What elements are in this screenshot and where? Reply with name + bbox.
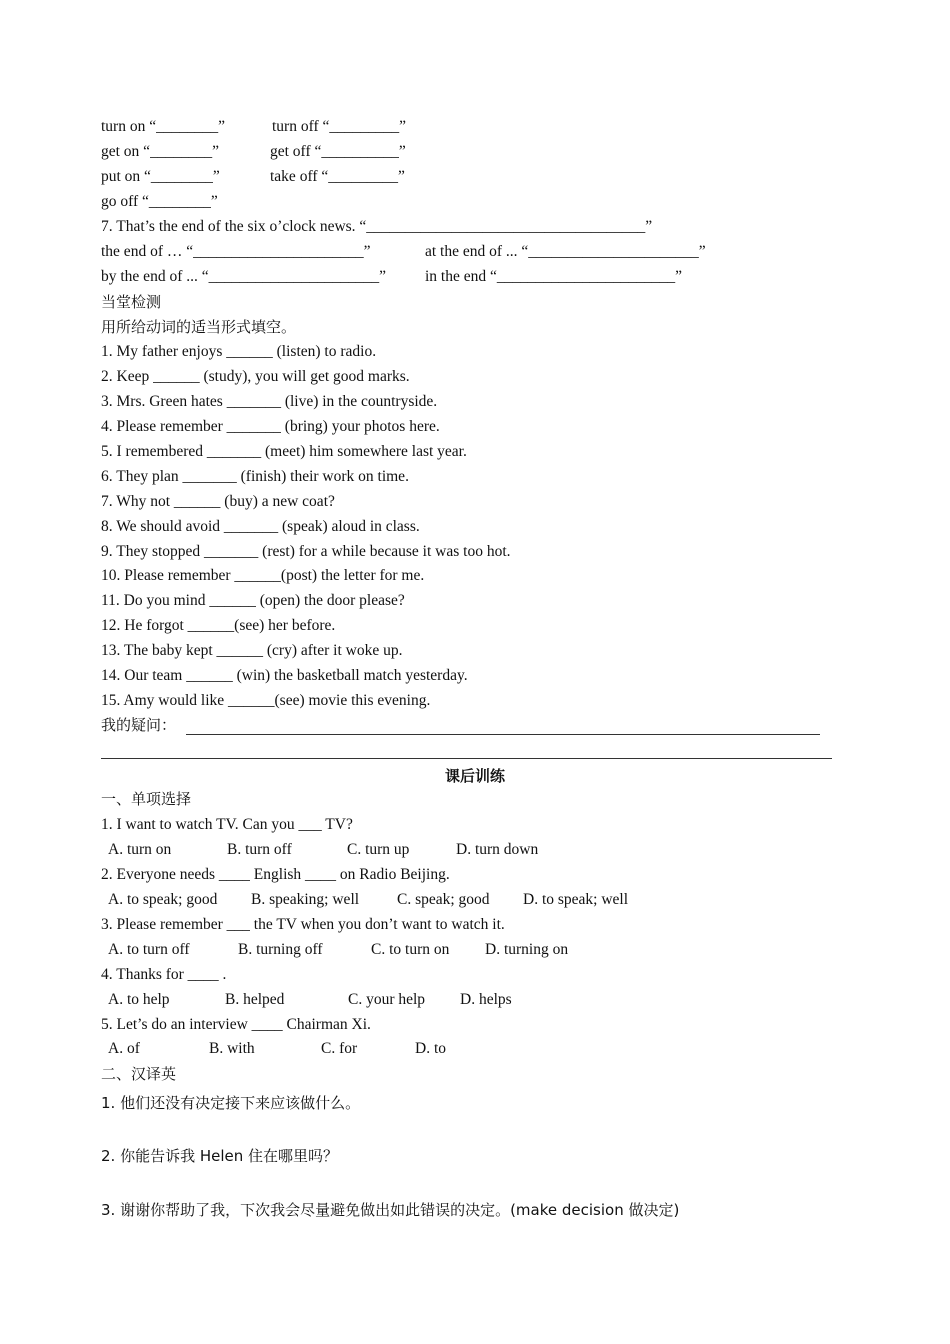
phrase: take off “_________” — [270, 168, 405, 185]
mc-options — [108, 840, 539, 860]
exercise-item: 1. My father enjoys ______ (listen) to radio. — [101, 343, 377, 360]
mc-options — [108, 940, 569, 960]
translation-item: 3. 谢谢你帮助了我，下次我会尽量避免做出如此错误的决定。(make decision 做决定) — [101, 1201, 680, 1219]
exercise-item: 7. Why not ______ (buy) a new coat? — [101, 493, 335, 510]
option: D. turn down — [456, 841, 539, 858]
answer-line — [186, 734, 820, 735]
phrase: turn off “_________” — [272, 118, 407, 135]
exercise-item: 14. Our team ______ (win) the basketball match yesterday. — [101, 667, 468, 684]
mc-question: 1. I want to watch TV. Can you ___ TV? — [101, 816, 353, 833]
exercise-item: 5. I remembered _______ (meet) him somewhere last year. — [101, 443, 467, 460]
instruction: 用所给动词的适当形式填空。 — [101, 318, 297, 336]
phrase-row — [101, 117, 407, 137]
option: A. to help — [108, 991, 170, 1008]
phrase: get off “__________” — [270, 143, 406, 160]
phrase-row — [101, 242, 706, 262]
option: A. of — [108, 1040, 140, 1057]
phrase-row — [101, 267, 683, 287]
option: B. helped — [225, 991, 285, 1008]
sentence-7: 7. That’s the end of the six o’clock news. “____________________________________” — [101, 218, 653, 235]
exercise-item: 10. Please remember ______(post) the letter for me. — [101, 567, 425, 584]
phrase: get on “________” — [101, 143, 219, 160]
option: B. turning off — [238, 941, 323, 958]
exercise-item: 6. They plan _______ (finish) their work on time. — [101, 468, 409, 485]
answer-line — [101, 758, 832, 759]
part-heading: 一、单项选择 — [101, 790, 192, 808]
option: C. for — [321, 1040, 358, 1057]
section-title: 当堂检测 — [101, 293, 162, 311]
phrase-row — [101, 192, 218, 212]
part-heading: 二、汉译英 — [101, 1065, 177, 1083]
phrase: by the end of ... “______________________” — [101, 268, 386, 285]
option: A. turn on — [108, 841, 172, 858]
phrase: the end of … “______________________” — [101, 243, 371, 260]
option: D. turning on — [485, 941, 569, 958]
option: D. helps — [460, 991, 512, 1008]
translation-item: 1. 他们还没有决定接下来应该做什么。 — [101, 1094, 361, 1112]
exercise-item: 12. He forgot ______(see) her before. — [101, 617, 336, 634]
phrase: turn on “________” — [101, 118, 225, 135]
mc-options — [108, 1039, 446, 1059]
mc-options — [108, 990, 512, 1010]
option: A. to speak; good — [108, 891, 218, 908]
option: C. your help — [348, 991, 426, 1008]
option: C. to turn on — [371, 941, 450, 958]
phrase: at the end of ... “______________________” — [425, 243, 706, 260]
option: B. with — [209, 1040, 255, 1057]
section-title: 课后训练 — [444, 767, 505, 785]
exercise-item: 3. Mrs. Green hates _______ (live) in the countryside. — [101, 393, 438, 410]
exercise-item: 11. Do you mind ______ (open) the door please? — [101, 592, 405, 609]
option: C. speak; good — [397, 891, 490, 908]
exercise-item: 2. Keep ______ (study), you will get good marks. — [101, 368, 410, 385]
mc-question: 5. Let’s do an interview ____ Chairman Xi. — [101, 1016, 371, 1033]
option: B. speaking; well — [251, 891, 360, 908]
phrase: put on “________” — [101, 168, 220, 185]
phrase: in the end “_______________________” — [425, 268, 683, 285]
phrase-row — [101, 167, 405, 187]
option: B. turn off — [227, 841, 292, 858]
option: A. to turn off — [108, 941, 190, 958]
exercise-item: 13. The baby kept ______ (cry) after it woke up. — [101, 642, 403, 659]
phrase: go off “________” — [101, 193, 218, 210]
mc-question: 4. Thanks for ____ . — [101, 966, 227, 983]
exercise-item: 15. Amy would like ______(see) movie this evening. — [101, 692, 431, 709]
mc-question: 2. Everyone needs ____ English ____ on Radio Beijing. — [101, 866, 450, 883]
question-label: 我的疑问： — [101, 716, 177, 734]
mc-options — [108, 890, 629, 910]
mc-question: 3. Please remember ___ the TV when you don’t want to watch it. — [101, 916, 505, 933]
option: D. to — [415, 1040, 446, 1057]
exercise-item: 9. They stopped _______ (rest) for a while because it was too hot. — [101, 543, 511, 560]
phrase-row — [101, 142, 406, 162]
option: D. to speak; well — [523, 891, 629, 908]
exercise-item: 8. We should avoid _______ (speak) aloud in class. — [101, 518, 420, 535]
translation-item: 2. 你能告诉我 Helen 住在哪里吗？ — [101, 1147, 339, 1165]
exercise-item: 4. Please remember _______ (bring) your photos here. — [101, 418, 440, 435]
option: C. turn up — [347, 841, 410, 858]
